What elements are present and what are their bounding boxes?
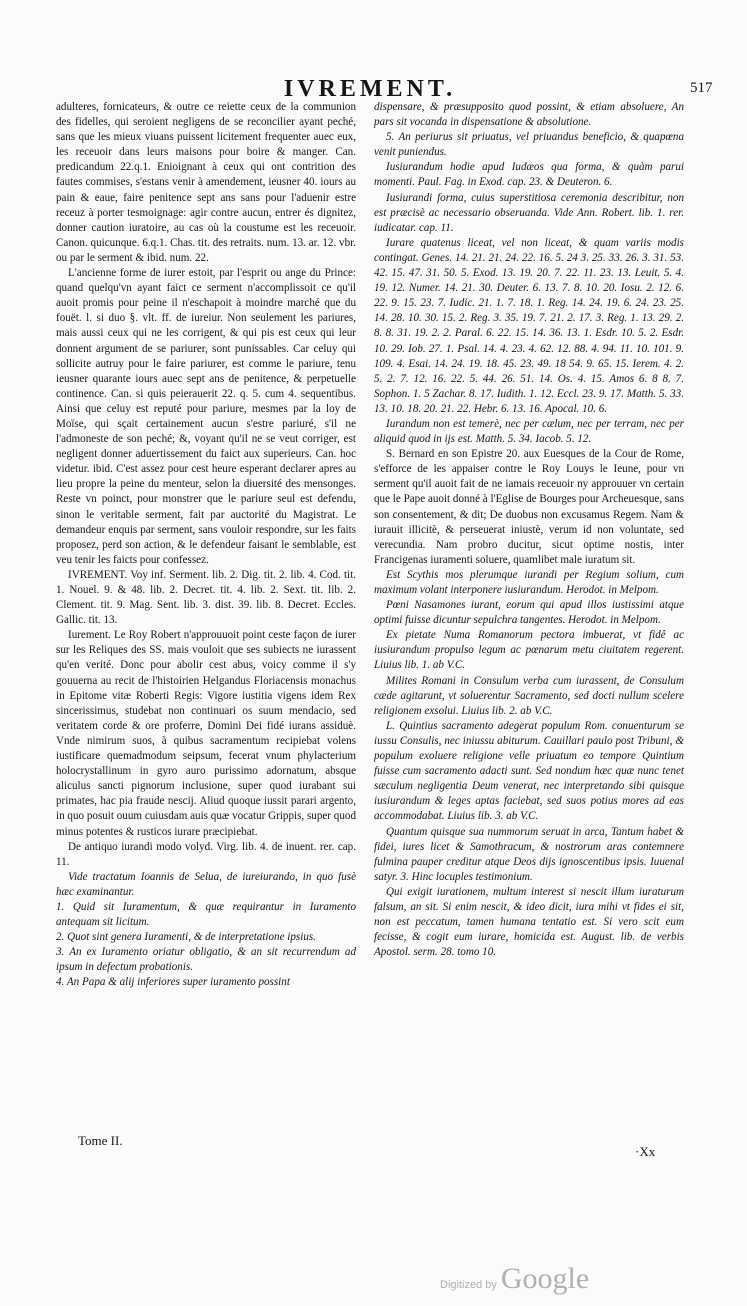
- paragraph: Ex pietate Numa Romanorum pectora imbuerat, vt fidê ac iusiurandum propulso legum ac pœnarum metu ciuitatem regerent. Liuius lib. 1. ab V.C.: [374, 629, 684, 672]
- paragraph: Pœni Nasamones iurant, eorum qui apud illos iustissimi atque optimi fuisse dicuntur sepulchra tangentes. Herodot. in Melpom.: [374, 599, 684, 627]
- paragraph: Iusiurandum hodie apud Iudæos qua forma, & quàm parui momenti. Paul. Fag. in Exod. cap. 23. & Deuteron. 6.: [374, 161, 684, 189]
- question-list: [56, 900, 356, 991]
- list-item: 3. An ex Iuramento oriatur obligatio, & an sit recurrendum ad ipsum in defectum probationis.: [56, 946, 356, 974]
- page-number: 517: [690, 80, 713, 96]
- signature-mark: ·Xx: [635, 1144, 656, 1159]
- list-item: 1. Quid sit Iuramentum, & quæ requirantur in Iuramento antequam sit licitum.: [56, 900, 356, 929]
- paragraph: Iurare quatenus liceat, vel non liceat, & quam variis modis contingat. Genes. 14. 21. 21. 24. 22. 16. 5. 24 3. 25. 33. 26. 3. 31. 53. 42. 15. 47. 31. 50. 5. Exod. 13. 19. 20. 7. 22. 11. 23. 13. Leuit. 5. 4. 19. 12. Numer. 14. 21. 30. Deuter. 6. 13. 7. 8. 10. 20. Iosu. 2. 12. 6. 22. 9. 15. 23. 7. Iudic. 21. 1. 7. 18. 1. Reg. 14. 24. 19. 6. 24. 23. 25. 14. 28. 10. 30. 15. 2. Reg. 3. 35. 19. 7. 21. 2. 17. 3. Reg. 1. 13. 29. 2. 8. 8. 31. 19. 2. 2. Paral. 6. 22. 15. 14. 36. 13. 1. Esdr. 10. 5. 2. Esdr. 10. 29. Iob. 27. 1. Psal. 14. 4. 23. 4. 62. 12. 88. 4. 94. 11. 10. 101. 9. 109. 4. Esai. 14. 24. 19. 18. 45. 23. 49. 18 54. 9. 65. 15. Ierem. 4. 2. 5. 2. 7. 12. 16. 22. 5. 44. 26. 51. 14. Os. 4. 15. Amos 6. 8 8. 7. Sophon. 1. 5 Zachar. 8. 17. Iudith. 1. 12. Eccl. 23. 9. 17. Matth. 5. 33. 13. 10. 18. 20. 21. 22. Hebr. 6. 13. 16. Apocal. 10. 6.: [374, 236, 684, 415]
- paragraph: Milites Romani in Consulum verba cum iurassent, de Consulum cæde agitarunt, vt soluerentur Sacramento, sed docti nullum scelere religionem exsolui. Liuius lib. 2. ab V.C.: [374, 674, 684, 717]
- paragraph: De antiquo iurandi modo volyd. Virg. lib. 4. de inuent. rer. cap. 11.: [56, 840, 356, 868]
- paragraph: Iurandum non est temerè, nec per cælum, nec per terram, nec per aliquid quod in ijs est. Matth. 5. 34. Iacob. 5. 12.: [374, 417, 684, 446]
- paragraph: Iusiurandi forma, cuius superstitiosa ceremonia describitur, non est præcisè ac necessario obseruanda. Vide Ann. Robert. lib. 1. rer. iudicatar. cap. 11.: [374, 191, 684, 234]
- list-item: 2. Quot sint genera Iuramenti, & de interpretatione ipsius.: [56, 931, 316, 944]
- paragraph: dispensare, & præsupposito quod possint, & etiam absoluere, An pars sit vocanda in dispensatione & absolutione.: [374, 101, 684, 129]
- paragraph: L. Quintius sacramento adegerat populum Rom. conuenturum se iussu Consulis, nec iniussu abiturum. Cauillari paulo post Tribuni, & populum exoluere religione velle priuatum eo tempore Quintium fuisse cum sacramento adacti sunt. Sed nondum hæc quæ nunc tenet sæculum negligentia Deum venerat, nec interpretando sibi quisque iusiurandum & leges aptas faciebat, sed suos potius mores ad eas accommodabat. Liuius lib. 3. ab V.C.: [374, 719, 684, 823]
- running-head: IVREMENT.: [283, 76, 457, 102]
- paragraph: L'ancienne forme de iurer estoit, par l'esprit ou ange du Prince: quand quelqu'vn ayant faict ce serment n'accomplissoit ce qu'il auoit promis pour peine il n'eschapoit à moindre marché que du fouët. l. si duo §. vlt. ff. de iureiur. Non seulement les pariures, mais aussi ceux qui ne les corrigent, & qui pis est ceux qui leur donnent argument de se pariurer, sont punissables. Car celuy qui sollicite autruy pour le faire pariurer, est comme le pariure, tenu ieusner quarante iours auec sept ans de penitence, & perpetuelle continence. Can. si quis peierauerit 22. q. 5. cum 4. sequentibus. Ainsi que celuy est reputé pour pariure, mesmes par la loy de Moïse, qui sçait certainement aucun s'estre pariuré, s'il ne l'admoneste de son peché; &, voyant qu'il ne se veut corriger, est negligent donner aduertissement du faict aux superieurs. Can. hoc videtur. ibid. C'est assez pour cest heure esperant declarer apres au lieu propre la peine du menteur, selon la diuersité des mensonges. Reste vn poinct, pour monstrer que le pariure seul est defendu, sinon le veritable serment, fait par auctorité du Magistrat. Le demandeur enquis par serment, sans vouloir respondre, sur les faits proposez, perd son action, & le defendeur faisant le semblable, est veu tenir les faicts pour confessez.: [56, 267, 356, 566]
- paragraph: Qui exigit iurationem, multum interest si nescit illum iuraturum falsum, an sit. Si enim nescit, & ideo dicit, iura mihi vt fides ei sit, non est peccatum, tamen humana tentatio est. Si vero scit eum fecisse, & cogit eum iurare, homicida est. August. lib. de verbis Apostol. serm. 28. tomo 10.: [374, 885, 684, 959]
- paragraph: adulteres, fornicateurs, & outre ce reiette ceux de la communion des fidelles, qui seroient negligens de se reconcilier ayant peché, sans que les mieux viuans puissent licitement frequenter auec eux, les receuoir dans leurs maisons pour boire & manger. Can. predicandum 22.q.1. Enioignant à ceux qui ont contrition des fautes commises, s'estans venir à amendement, ieusner 40. iours au pain & eaue, faire penitence sept ans sans pour l'aduenir estre receuz à porter tesmoignage: agir contre aucun, entrer és dignitez, donner caution iuratoire, au cas où la coustume est les receuoir. Canon. quicunque. 6.q.1. Chas. tit. des retraits. num. 13. ar. 12. vbr. ou par le serment & ibid. num. 22.: [56, 101, 356, 264]
- paragraph: Est Scythis mos plerumque iurandi per Regium solium, cum maximum volant interponere iusiurandum. Herodot. in Melpom.: [374, 568, 684, 596]
- left-column: [56, 100, 356, 991]
- volume-footer: Tome II.: [78, 1133, 123, 1148]
- watermark-prefix: Digitized by: [440, 1279, 497, 1291]
- paragraph: Vide tractatum Ioannis de Selua, de iureiurando, in quo fusè hæc examinantur.: [56, 870, 356, 898]
- paragraph: Quantum quisque sua nummorum seruat in arca, Tantum habet & fidei, iures licet & Samothracum, & nostrorum aras contemnere fulmina pauper creditur atque Deos dijs ignoscentibus ipsis. Iuuenal satyr. 3. Hinc locuples testimonium.: [374, 825, 684, 883]
- digitization-watermark: [440, 1262, 589, 1296]
- watermark-logo: Google: [500, 1262, 590, 1295]
- right-column: [374, 100, 684, 960]
- paragraph: 5. An periurus sit priuatus, vel priuandus beneficio, & quapœna venit puniendus.: [374, 131, 684, 159]
- list-item: 4. An Papa & alij inferiores super iuramento possint: [56, 976, 290, 989]
- paragraph: IVREMENT. Voy inf. Serment. lib. 2. Dig. tit. 2. lib. 4. Cod. tit. 1. Nouel. 9. & 48. lib. 2. Decret. tit. 4. lib. 2. Sext. tit. lib. 2. Clement. tit. 9. Mag. Sent. lib. 3. dist. 39. lib. 8. Decret. Eccles. Gallic. tit. 13.: [56, 568, 356, 627]
- paragraph: S. Bernard en son Epistre 20. aux Euesques de la Cour de Rome, s'efforce de les appaiser contre le Roy Louys le Ieune, pour vn serment qu'il auoit fait de ne iamais receuoir ny approuuer vn certain que le Pape auoit donné à l'Eglise de Bourges pour Archeuesque, sans son consentement, & dit; De duobus non excusamus Regem. Nam & iurauit illicitè, & perseuerat iniustè, verum id non voluntate, sed verecundia. Nam probro ducitur, sicut optime nostis, inter Francigenas iuramenti soluere, quamlibet male iuratum sit.: [374, 448, 684, 566]
- paragraph: Iurement. Le Roy Robert n'approuuoit point ceste façon de iurer sur les Reliques des SS. mais vouloit que ses subiects ne iurassent qu'en verité. Donc pour abolir cest abus, voicy comme il s'y gouuerna au recit de l'histoirien Helgandus Floriacensis monachus in Epitome vitæ Roberti Regis: Vigore iustitia vigens idem Rex sincerissimus, studebat non continuari os suum mendacio, sed veritatem corde & ore proferre, Domini Dei fidé iurans assiduè. Vnde nimirum suos, à quibus sacramentum recipiebat volens iustificare quemadmodum seipsum, fecerat vnum phylacterium holocrystallinum in gyro auro purissimo adornatum, absque aliculus sancti pignorum inclusione, super quod iurabant sui primates, hac pia fraude nescij. Aliud quoque iussit parari argento, in quo posuit ouum cuiusdam auis quæ vocatur Grippis, super quod minus potentes & rusticos iurare præcipiebat.: [56, 629, 356, 838]
